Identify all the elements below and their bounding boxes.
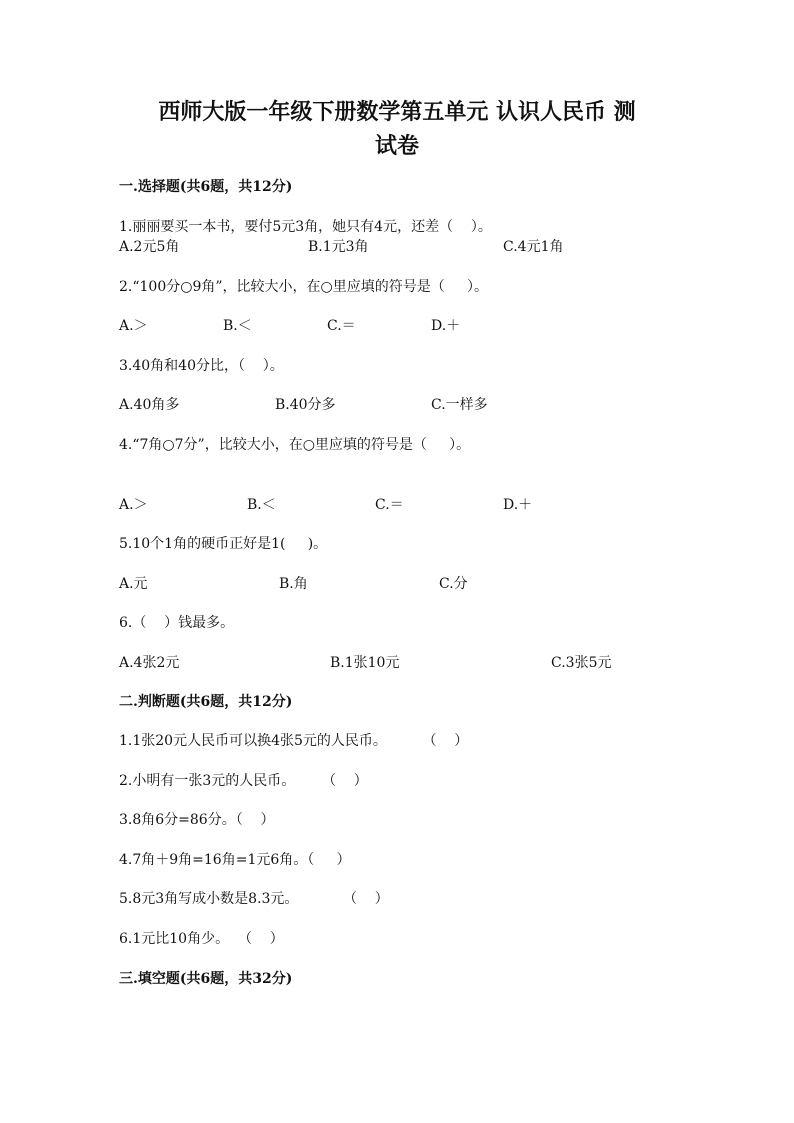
question-4-option-a: A.＞	[119, 497, 148, 513]
question-2-option-d: D.＋	[431, 318, 461, 334]
page-title-line-1: 西师大版一年级下册数学第五单元 认识人民币 测	[158, 99, 636, 125]
judgement-item-4: 4.7角＋9角=16角=1元6角。（ ）	[119, 852, 351, 868]
question-6-text: 6.（ ）钱最多。	[119, 615, 235, 631]
question-2-option-b: B.＜	[223, 318, 252, 334]
question-6-option-b: B.1张10元	[330, 655, 400, 671]
question-1-text: 1.丽丽要买一本书，要付5元3角，她只有4元，还差（ ）。	[119, 219, 492, 235]
section-heading-judgement: 二.判断题(共6题，共12分)	[119, 694, 293, 710]
judgement-item-1: 1.1张20元人民币可以换4张5元的人民币。 （ ）	[119, 733, 469, 749]
question-6-option-a: A.4张2元	[119, 655, 180, 671]
question-2-option-c: C.＝	[327, 318, 356, 334]
question-4-option-d: D.＋	[503, 497, 533, 513]
question-3-option-a: A.40角多	[119, 397, 180, 413]
judgement-item-5: 5.8元3角写成小数是8.3元。 （ ）	[119, 891, 389, 907]
question-4-option-b: B.＜	[247, 497, 276, 513]
question-3-option-c: C.一样多	[431, 397, 488, 413]
question-5-option-c: C.分	[439, 576, 468, 592]
question-5-option-b: B.角	[279, 576, 308, 592]
question-2-text: 2.“100分○9角”，比较大小，在○里应填的符号是（ ）。	[119, 279, 488, 295]
question-1-option-b: B.1元3角	[308, 239, 369, 255]
question-6-option-c: C.3张5元	[551, 655, 612, 671]
question-5-text: 5.10个1角的硬币正好是1( )。	[119, 536, 328, 552]
question-5-option-a: A.元	[119, 576, 148, 592]
judgement-item-2: 2.小明有一张3元的人民币。 （ ）	[119, 773, 368, 789]
question-2-option-a: A.＞	[119, 318, 148, 334]
question-3-text: 3.40角和40分比，（ ）。	[119, 358, 284, 374]
page-title-line-2: 试卷	[374, 133, 419, 159]
question-1-option-c: C.4元1角	[503, 239, 564, 255]
section-heading-choice: 一.选择题(共6题，共12分)	[119, 179, 293, 195]
judgement-item-6: 6.1元比10角少。 （ ）	[119, 931, 284, 947]
section-heading-fill-in: 三.填空题(共6题，共32分)	[119, 971, 293, 987]
question-1-option-a: A.2元5角	[119, 239, 180, 255]
question-4-option-c: C.＝	[375, 497, 404, 513]
judgement-item-3: 3.8角6分=86分。（ ）	[119, 812, 275, 828]
question-3-option-b: B.40分多	[275, 397, 336, 413]
question-4-text: 4.“7角○7分”，比较大小，在○里应填的符号是（ ）。	[119, 437, 471, 453]
